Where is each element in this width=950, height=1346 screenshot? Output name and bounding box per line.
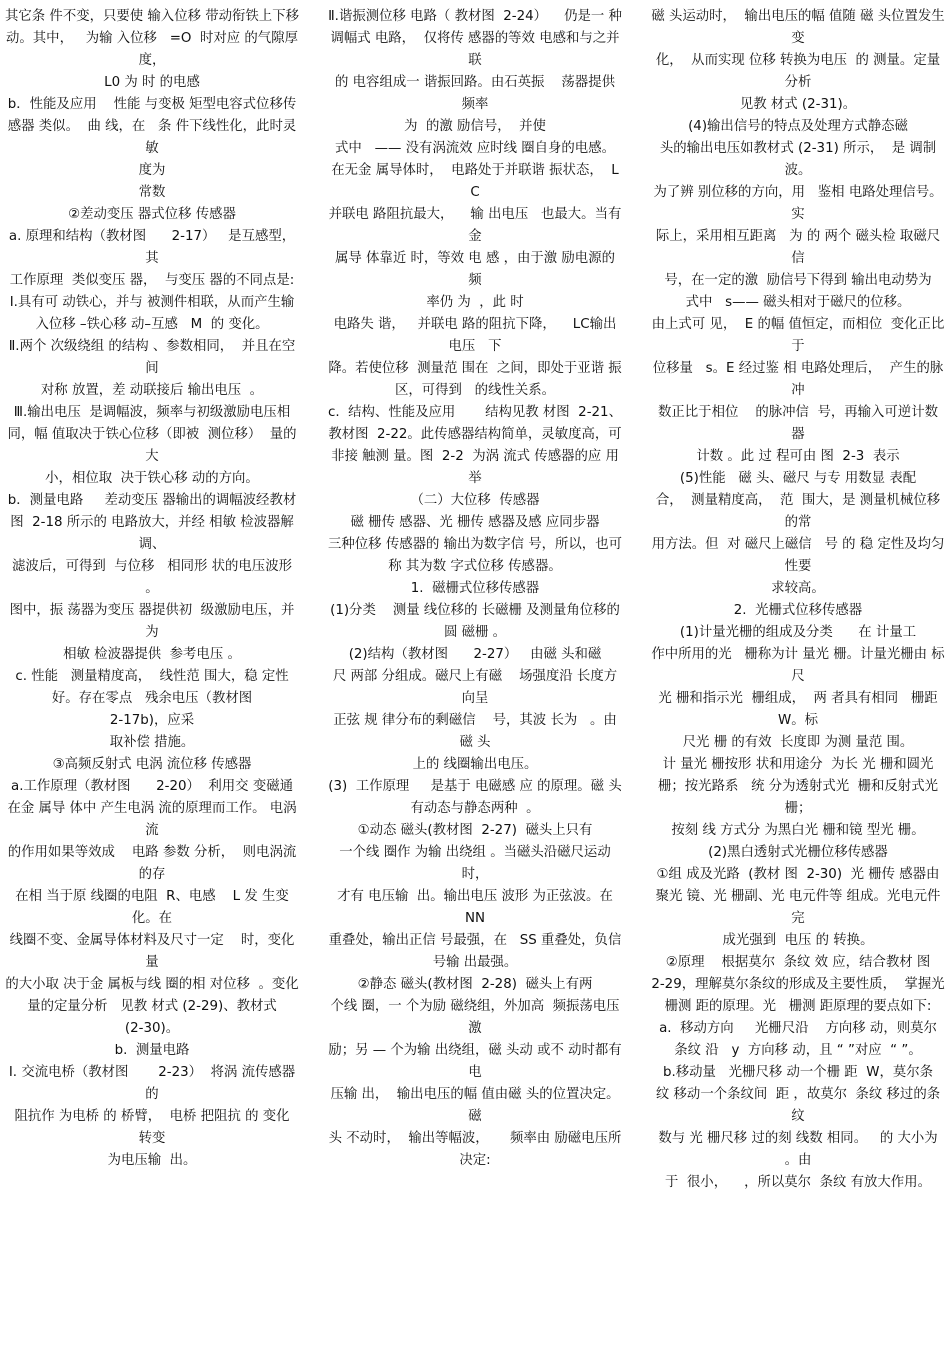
text-line: 求较高。 — [771, 581, 825, 596]
text-line: 由上式可 见， E 的幅 值恒定，而相位 变化正比于 — [651, 317, 945, 354]
text-line: 栅测 距的原理。光 栅测 距原理的要点如下: — [664, 999, 932, 1014]
text-line: 号，在一定的激 励信号下得到 输出电动势为 — [664, 273, 932, 288]
text-line: 一个线 圈作 为输 出绕组 。当磁头沿磁尺运动时， — [339, 845, 611, 882]
text-line: 栅；按光路系 统 分为透射式光 栅和反射式光 栅； — [658, 779, 943, 816]
text-line: 压输 出， 输出电压的幅 值由磁 头的位置决定。磁 — [330, 1087, 620, 1124]
text-line: 式中 —— 没有涡流效 应时线 圈自身的电感。 — [335, 141, 615, 156]
text-line: ②原理 根据莫尔 条纹 效 应，结合教材 图 — [665, 955, 931, 970]
text-line: 磁 头运动时， 输出电压的幅 值随 磁 头位置发生 变 — [651, 9, 949, 46]
text-line: b. 测量电路 — [114, 1043, 190, 1058]
text-line: ①动态 磁头(教材图 2-27) 磁头上只有 — [357, 823, 593, 838]
text-line: ①组 成及光路 (教材 图 2-30) 光 栅传 感器由 — [656, 867, 940, 882]
text-line: 按刻 线 方式分 为黑白光 栅和镜 型光 栅。 — [671, 823, 925, 838]
text-line: 合， 测量精度高， 范 围大，是 测量机械位移的常 — [655, 493, 941, 530]
text-line: 计数 。此 过 程可由 图 2-3 表示 — [696, 449, 900, 464]
text-line: 位移量 s。E 经过鉴 相 电路处理后， 产生的脉冲 — [652, 361, 944, 398]
text-line: 阻抗作 为电桥 的 桥臂， 电桥 把阻抗 的 变化 转变 — [14, 1109, 299, 1146]
text-line: 际上，采用相互距离 为 的 两个 磁头检 取磁尺信 — [655, 229, 941, 266]
text-line: 在金 属导 体中 产生电涡 流的原理而工作。 电涡 流 — [7, 801, 301, 838]
text-line: 头的输出电压如教材式 (2-31) 所示， 是 调制波。 — [659, 141, 937, 178]
text-line: 属导 体靠近 时，等效 电 感 ，由于激 励电源的 频 — [335, 251, 620, 288]
text-line: (2)结构（教材图 2-27） 由磁 头和磁 — [348, 647, 602, 662]
text-line: 2-29，理解莫尔条纹的形成及主要性质， 掌握光 — [651, 977, 945, 992]
text-line: 称 其为数 字式位移 传感器。 — [388, 559, 562, 574]
text-line: 头 不动时， 输出等幅波， 频率由 励磁电压所决定: — [328, 1131, 622, 1168]
text-line: 并联电 路阻抗最大， 输 出电压 也最大。当有金 — [328, 207, 622, 244]
text-line: 为了辨 别位移的方向，用 鉴相 电路处理信号。实 — [653, 185, 943, 222]
text-line: 化， 从而实现 位移 转换为电压 的 测量。定量分析 — [655, 53, 941, 90]
text-line: ③高频反射式 电涡 流位移 传感器 — [52, 757, 252, 772]
text-line: 区，可得到 的线性关系。 — [394, 383, 556, 398]
text-line: 见教 材式 (2-31)。 — [739, 97, 857, 112]
text-line: 才有 电压输 出。输出电压 波形 为正弦波。在 NN — [337, 889, 630, 926]
text-line: 小，相位取 决于铁心移 动的方向。 — [45, 471, 259, 486]
text-line: 重叠处，输出正信 号最强，在 SS 重叠处，负信 — [328, 933, 622, 948]
text-line: 图中，振 荡器为变压 器提供初 级激励电压，并为 — [9, 603, 295, 640]
text-column-right — [650, 6, 949, 1346]
text-line: 非接 触测 量。图 2-2 为涡 流式 传感器的应 用 举 — [331, 449, 624, 486]
text-line: (3) 工作原理 是基于 电磁感 应 的原理。磁 头有动态与静态两种 。 — [328, 779, 622, 816]
text-line: 教材图 2-22。此传感器结构简单，灵敏度高，可 — [328, 427, 622, 442]
text-line: 聚光 镜、光 栅副、光 电元件等 组成。光电元件完 — [655, 889, 941, 926]
text-line: 计 量光 栅按形 状和用途分 为长 光 栅和圆光 — [662, 757, 934, 772]
text-line: Ⅰ. 交流电桥（教材图 2-23） 将涡 流传感器的 — [8, 1065, 296, 1102]
text-line: 2. 光栅式位移传感器 — [733, 603, 863, 618]
text-line: 磁 栅传 感器、光 栅传 感器及感 应同步器 — [350, 515, 600, 530]
text-line: 上的 线圈输出电压。 — [412, 757, 538, 772]
text-line: 其它条 件不变，只要使 输入位移 带动衔铁上下移 — [5, 9, 299, 24]
text-line: a.工作原理（教材图 2-20） 利用交 变磁通 — [10, 779, 294, 794]
text-line: 线圈不变、金属导体材料及尺寸一定 时，变化量 — [9, 933, 295, 970]
text-line: 量的定量分析 见教 材式 (2-29)、教材式 — [27, 999, 277, 1014]
text-line: 1. 磁栅式位移传感器 — [410, 581, 540, 596]
text-line: (1)分类 测量 线位移的 长磁栅 及测量角位移的 圆 磁栅 。 — [330, 603, 625, 640]
text-line: c. 性能 测量精度高， 线性范 围大，稳 定性好。存在零点 残余电压（教材图 — [15, 669, 289, 706]
text-line: c. 结构、性能及应用 结构见教 材图 2-21、 — [328, 405, 622, 420]
text-line: 个线 圈，一 个为励 磁绕组，外加高 频振荡电压 激 — [330, 999, 624, 1036]
text-line: 动。其中， 为输 入位移 =O 时对应 的气隙厚度， — [6, 31, 298, 68]
text-line: 图 2-18 所示的 电路放大，并经 相敏 检波器解 调、 — [10, 515, 299, 552]
text-line: Ⅱ.两个 次级绕组 的结构 、参数相同， 并且在空 间 — [8, 339, 300, 376]
text-line: b．性能及应用 性能 与变极 矩型电容式位移传 — [7, 97, 297, 112]
text-line: 成光强到 电压 的 转换。 — [722, 933, 874, 948]
text-line: 用方法。但 对 磁尺上磁信 号 的 稳 定性及均匀 性要 — [651, 537, 949, 574]
text-line: 条纹 沿 y 方向移 动，且 “ ”对应 “ ”。 — [674, 1043, 922, 1058]
text-line: 常数 — [138, 185, 166, 200]
text-line: (4)输出信号的特点及处理方式静态磁 — [688, 119, 908, 134]
text-line: 为电压输 出。 — [107, 1153, 197, 1168]
text-line: 取补偿 措施。 — [109, 735, 195, 750]
text-line: 号输 出最强。 — [432, 955, 518, 970]
text-line: 入位移 –铁心移 动–互感 M 的 变化。 — [35, 317, 269, 332]
text-line: （二）大位移 传感器 — [410, 493, 540, 508]
text-line: b.移动量 光栅尺移 动一个栅 距 W，莫尔条 — [662, 1065, 934, 1080]
text-line: 调幅式 电路， 仅将传 感器的等效 电感和与之并联 — [330, 31, 620, 68]
text-line: 数与 光 栅尺移 过的刻 线数 相同。 的 大小为 。由 — [658, 1131, 947, 1168]
text-column-left — [4, 6, 300, 1346]
text-line: 励；另 — 个为输 出绕组，磁 头动 或不 动时都有 电 — [328, 1043, 626, 1080]
text-line: Ⅲ.输出电压 是调幅波，频率与初级激励电压相 — [13, 405, 291, 420]
text-line: a. 移动方向 光栅尺沿 方向移 动，则莫尔 — [659, 1021, 937, 1036]
text-line: 光 栅和指示光 栅组成， 两 者具有相同 栅距 W。标 — [658, 691, 947, 728]
text-line: b．测量电路 差动变压 器输出的调幅波经教材 — [7, 493, 297, 508]
text-line: 数正比于相位 的脉冲信 号，再输入可逆计数 器 — [658, 405, 943, 442]
text-line: 作中所用的光 栅称为计 量光 栅。计量光栅由 标 尺 — [651, 647, 949, 684]
text-line: 的作用如果等效成 电路 参数 分析， 则电涡流的存 — [7, 845, 297, 882]
text-line: 工作原理 类似变压 器， 与变压 器的不同点是: — [9, 273, 295, 288]
text-line: 正弦 规 律分布的剩磁信 号，其波 长为 。由磁 头 — [333, 713, 617, 750]
text-line: 度为 — [138, 163, 166, 178]
text-line: 的 电容组成一 谐振回路。由石英振 荡器提供 频率 — [335, 75, 620, 112]
text-line: L0 为 时 的电感 — [104, 75, 200, 90]
text-line: 2-17b)，应采 — [109, 713, 195, 728]
text-line: (2-30)。 — [124, 1021, 180, 1036]
text-line: 的大小取 决于金 属板与线 圈的相 对位移 。变化 — [5, 977, 299, 992]
text-line: (2)黑白透射式光栅位移传感器 — [708, 845, 888, 860]
text-line: 滤波后，可得到 与位移 相同形 状的电压波形 。 — [12, 559, 301, 596]
text-line: 尺 两部 分组成。磁尺上有磁 场强度沿 长度方向呈 — [332, 669, 618, 706]
text-line: 同，幅 值取决于铁心位移（即被 测位移） 量的大 — [7, 427, 297, 464]
text-line: ②差动变压 器式位移 传感器 — [68, 207, 236, 222]
text-line: 对称 放置，差 动联接后 输出电压 。 — [40, 383, 264, 398]
text-line: 电路失 谐， 并联电 路的阻抗下降， LC输出电压 下 — [333, 317, 617, 354]
text-line: 在相 当于原 线圈的电阻 R、电感 L 发 生变化。在 — [15, 889, 289, 926]
text-line: 式中 s—— 磁头相对于磁尺的位移。 — [685, 295, 911, 310]
text-line: 在无金 属导体时， 电路处于并联谐 振状态， LC — [331, 163, 619, 200]
text-line: (1)计量光栅的组成及分类 在 计量工 — [679, 625, 917, 640]
text-line: Ⅱ.谐振测位移 电路（ 教材图 2-24） 仍是一 种 — [328, 9, 622, 24]
text-line: 感器 类似。 曲 线，在 条 件下线性化，此时灵 敏 — [7, 119, 301, 156]
text-line: 三种位移 传感器的 输出为数字信 号，所以，也可 — [328, 537, 622, 552]
text-line: 尺光 栅 的有效 长度即 为测 量范 围。 — [682, 735, 914, 750]
text-line: 为 的激 励信号， 并使 — [404, 119, 546, 134]
text-line: 相敏 检波器提供 参考电压 。 — [63, 647, 241, 662]
text-line: Ⅰ.具有可 动铁心，并与 被测件相联，从而产生输 — [9, 295, 295, 310]
text-line: 纹 移动一个条纹间 距 ，故莫尔 条纹 移过的条纹 — [655, 1087, 941, 1124]
text-line: ②静态 磁头(教材图 2-28) 磁头上有两 — [357, 977, 593, 992]
text-column-middle — [327, 6, 630, 1346]
text-line: 率仍 为 ，此 时 — [426, 295, 524, 310]
text-line: 于 很小， ，所以莫尔 条纹 有放大作用。 — [665, 1175, 931, 1190]
text-line: (5)性能 磁 头、磁尺 与专 用数显 表配 — [679, 471, 917, 486]
text-line: a. 原理和结构（教材图 2-17） 是互感型，其 — [8, 229, 296, 266]
text-line: 降。若使位移 测量范 围在 之间，即处于亚谐 振 — [328, 361, 622, 376]
